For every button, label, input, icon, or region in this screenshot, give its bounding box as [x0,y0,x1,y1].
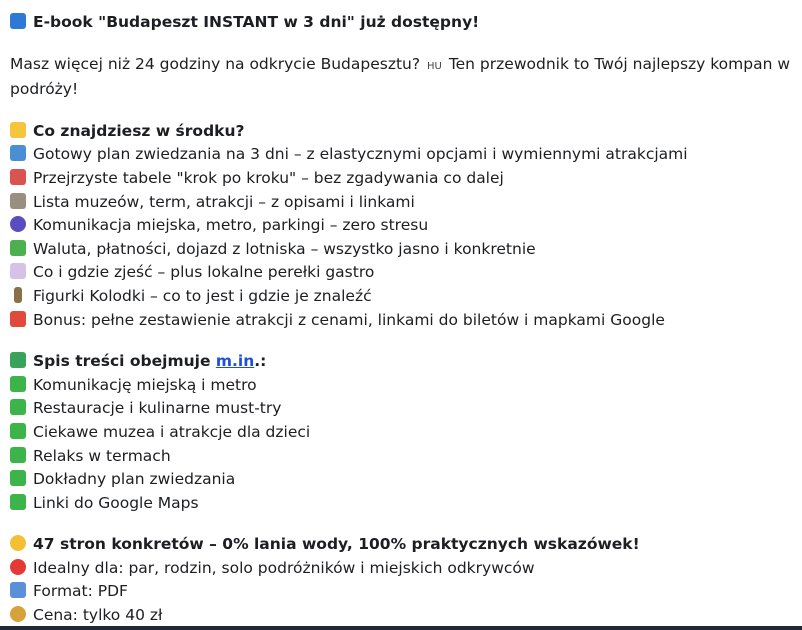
list-item: Restauracje i kulinarne must-try [10,397,792,421]
check-icon [10,447,26,463]
plate-icon [10,263,26,279]
list-item: Bonus: pełne zestawienie atrakcji z cenami, linkami do biletów i mapkami Google [10,309,792,333]
format-row: Format: PDF [10,580,792,604]
summary-headline: 47 stron konkretów – 0% lania wody, 100% praktycznych wskazówek! [33,535,640,554]
bar-chart-icon [10,169,26,185]
post-title-row [10,11,792,35]
target-icon [10,559,26,575]
post-title: E-book "Budapeszt INSTANT w 3 dni" już dostępny! [33,13,480,31]
check-icon [10,423,26,439]
money-bag-icon [10,606,26,622]
books-icon [10,352,26,368]
list-item: Gotowy plan zwiedzania na 3 dni – z elastycznymi opcjami i wymiennymi atrakcjami [10,143,792,167]
gift-icon [10,311,26,327]
list-item: Komunikację miejską i metro [10,374,792,398]
money-icon [10,240,26,256]
figurine-icon [14,287,22,303]
list-item: Figurki Kolodki – co to jest i gdzie je znaleźć [10,285,792,309]
list-item: Co i gdzie zjeść – plus lokalne perełki gastro [10,261,792,285]
metro-icon [10,216,26,232]
sparkles-icon [10,122,26,138]
map-icon [10,145,26,161]
light-bulb-icon [10,535,26,551]
intro-paragraph [10,53,792,102]
list-item: Dokładny plan zwiedzania [10,468,792,492]
bottom-divider [0,626,802,630]
price-row: Cena: tylko 40 zł [10,604,792,628]
toc-link[interactable]: m.in [215,352,255,371]
hungary-flag-icon: HU [427,60,442,72]
check-icon [10,376,26,392]
summary-headline-row [10,533,792,557]
blue-book-icon [10,13,26,29]
list-item: Komunikacja miejska, metro, parkingi – zero stresu [10,214,792,238]
list-item: Ciekawe muzea i atrakcje dla dzieci [10,421,792,445]
inside-heading: Co znajdziesz w środku? [33,121,245,140]
check-icon [10,494,26,510]
intro-text-start: Masz więcej niż 24 godziny na odkrycie Budapesztu? [10,54,421,73]
list-item: Relaks w termach [10,445,792,469]
check-icon [10,399,26,415]
inbox-tray-icon [10,582,26,598]
list-item: Linki do Google Maps [10,492,792,516]
check-icon [10,470,26,486]
classical-building-icon [10,193,26,209]
ideal-for-row: Idealny dla: par, rodzin, solo podróżników i miejskich odkrywców [10,557,792,581]
toc-heading: Spis treści obejmuje [33,352,211,371]
list-item: Waluta, płatności, dojazd z lotniska – wszystko jasno i konkretnie [10,238,792,262]
toc-heading-row: Spis treści obejmuje m.in.: [10,350,792,374]
list-item: Przejrzyste tabele "krok po kroku" – bez zgadywania co dalej [10,167,792,191]
intro-text-end: Ten przewodnik to Twój najlepszy kompan w podróży! [10,54,791,99]
list-item: Lista muzeów, term, atrakcji – z opisami i linkami [10,191,792,215]
inside-heading-row [10,120,792,144]
post-body [10,11,792,628]
